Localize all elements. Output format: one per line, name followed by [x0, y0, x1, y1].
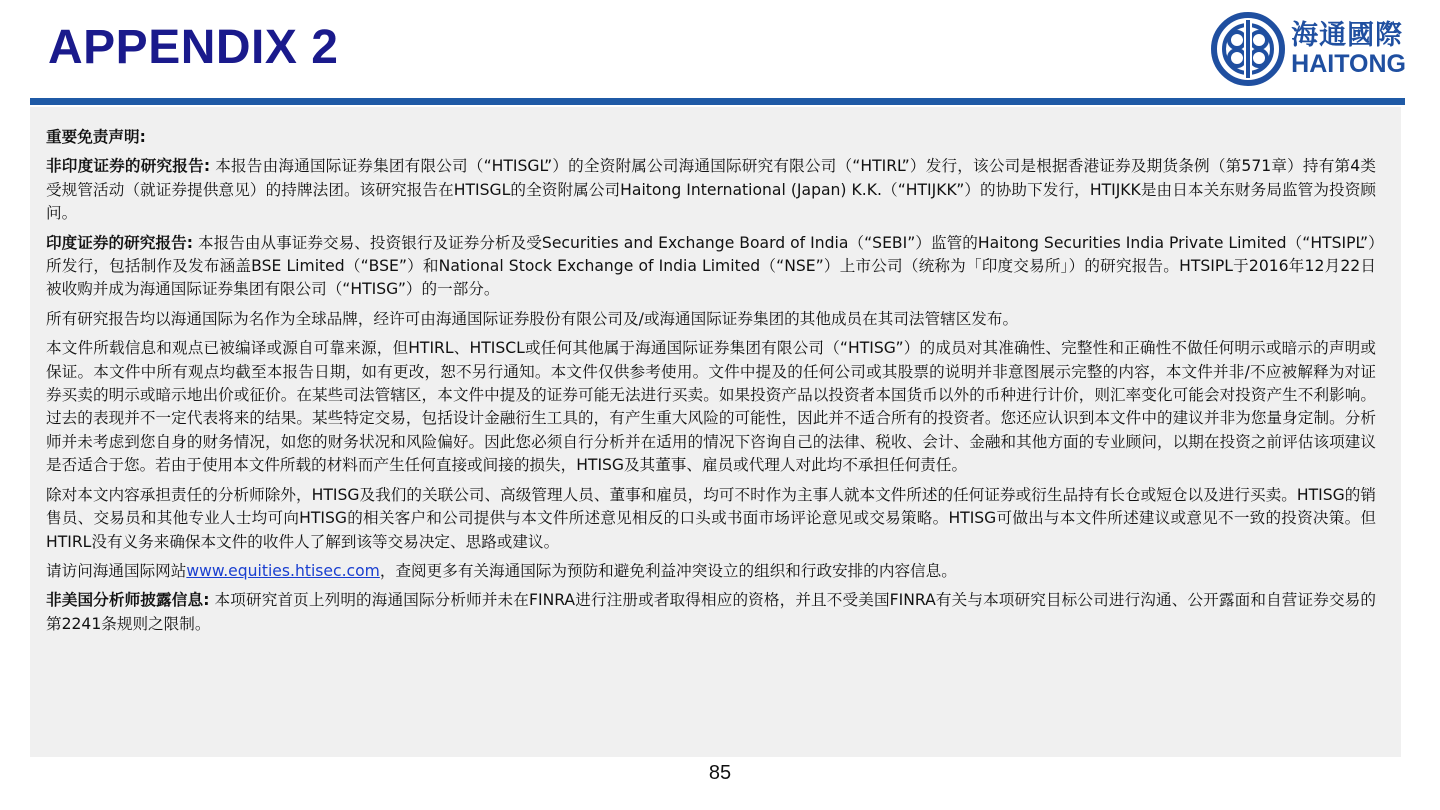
logo-name-cn: 海通國際 [1291, 20, 1404, 52]
non-india-label: 非印度证券的研究报告: [46, 157, 211, 176]
india-text: 本报告由从事证券交易、投资银行及证券分析及受Securities and Exchange Board of India（“SEBI”）监管的Haitong Securities India Private Limited（“HTSIPL”）所发行，包括制作及发布涵盖BSE Limited（“BSE”）和National Stock Exchange of India Limited（“NSE”）上市公司（统称为「印度交易所」）的研究报告。HTSIPL于2016年12月22日被收购并成为海通国际证券集团有限公司（“HTISG”）的一部分。 [46, 233, 1376, 299]
disclaimer-content [46, 126, 1376, 642]
website-before-text: 请访问海通国际网站 [46, 561, 187, 580]
website-link[interactable]: www.equities.htisec.com [186, 561, 380, 580]
info-sources-paragraph: 本文件所载信息和观点已被编译或源自可靠来源，但HTIRL、HTISCL或任何其他属于海通国际证券集团有限公司（“HTISG”）的成员对其准确性、完整性和正确性不做任何明示或暗示的声明或保证。本文件中所有观点均截至本报告日期，如有更改，恕不另行通知。本文件仅供参考使用。文件中提及的任何公司或其股票的说明并非意图展示完整的内容，本文件并非/不应被解释为对证券买卖的明示或暗示地出价或征价。在某些司法管辖区，本文件中提及的证券可能无法进行买卖。如果投资产品以投资者本国货币以外的币种进行计价，则汇率变化可能会对投资产生不利影响。过去的表现并不一定代表将来的结果。某些特定交易，包括设计金融衍生工具的，有产生重大风险的可能性，因此并不适合所有的投资者。您还应认识到本文件中的建议并非为您量身定制。分析师并未考虑到您自身的财务情况，如您的财务状况和风险偏好。因此您必须自行分析并在适用的情况下咨询自己的法律、税收、会计、金融和其他方面的专业顾问，以期在投资之前评估该项建议是否适合于您。若由于使用本文件所载的材料而产生任何直接或间接的损失，HTISG及其董事、雇员或代理人对此均不承担任何责任。 [46, 339, 1376, 475]
affiliates-paragraph: 除对本文内容承担责任的分析师除外，HTISG及我们的关联公司、高级管理人员、董事和雇员，均可不时作为主事人就本文件所述的任何证券或衍生品持有长仓或短仓以及进行买卖。HTISG的销售员、交易员和其他专业人士均可向HTISG的相关客户和公司提供与本文件所述意见相反的口头或书面市场评论意见或交易策略。HTISG可做出与本文件所述建议或意见不一致的投资决策。但HTIRL没有义务来确保本文件的收件人了解到该等交易决定、思路或建议。 [46, 485, 1376, 551]
brand-paragraph: 所有研究报告均以海通国际为名作为全球品牌，经许可由海通国际证券股份有限公司及/或海通国际证券集团的其他成员在其司法管辖区发布。 [46, 309, 1019, 328]
haitong-logo-icon [1211, 12, 1285, 86]
haitong-logo [1211, 12, 1406, 86]
non-us-text: 本项研究首页上列明的海通国际分析师并未在FINRA进行注册或者取得相应的资格，并且不受美国FINRA有关与本项研究目标公司进行沟通、公开露面和自营证券交易的第2241条规则之限制。 [46, 591, 1376, 633]
non-us-analyst-paragraph [46, 589, 1376, 636]
disclaimer-heading [46, 126, 1376, 149]
website-paragraph [46, 560, 1376, 583]
page-title: APPENDIX 2 [48, 21, 339, 74]
header-divider [30, 98, 1405, 105]
website-after-text: ，查阅更多有关海通国际为预防和避免利益冲突设立的组织和行政安排的内容信息。 [379, 561, 957, 580]
non-us-label: 非美国分析师披露信息: [46, 591, 210, 610]
non-india-research-paragraph [46, 155, 1376, 225]
india-research-paragraph [46, 232, 1376, 302]
india-label: 印度证券的研究报告: [46, 233, 193, 252]
page-number: 85 [708, 762, 732, 784]
non-india-text: 本报告由海通国际证券集团有限公司（“HTISGL”）的全资附属公司海通国际研究有限公司（“HTIRL”）发行，该公司是根据香港证券及期货条例（第571章）持有第4类受规管活动（就证券提供意见）的持牌法团。该研究报告在HTISGL的全资附属公司Haitong International (Japan) K.K.（“HTIJKK”）的协助下发行，HTIJKK是由日本关东财务局监管为投资顾问。 [46, 157, 1376, 223]
disclaimer-heading-text: 重要免责声明: [46, 128, 146, 146]
logo-name-en: HAITONG [1291, 49, 1406, 78]
